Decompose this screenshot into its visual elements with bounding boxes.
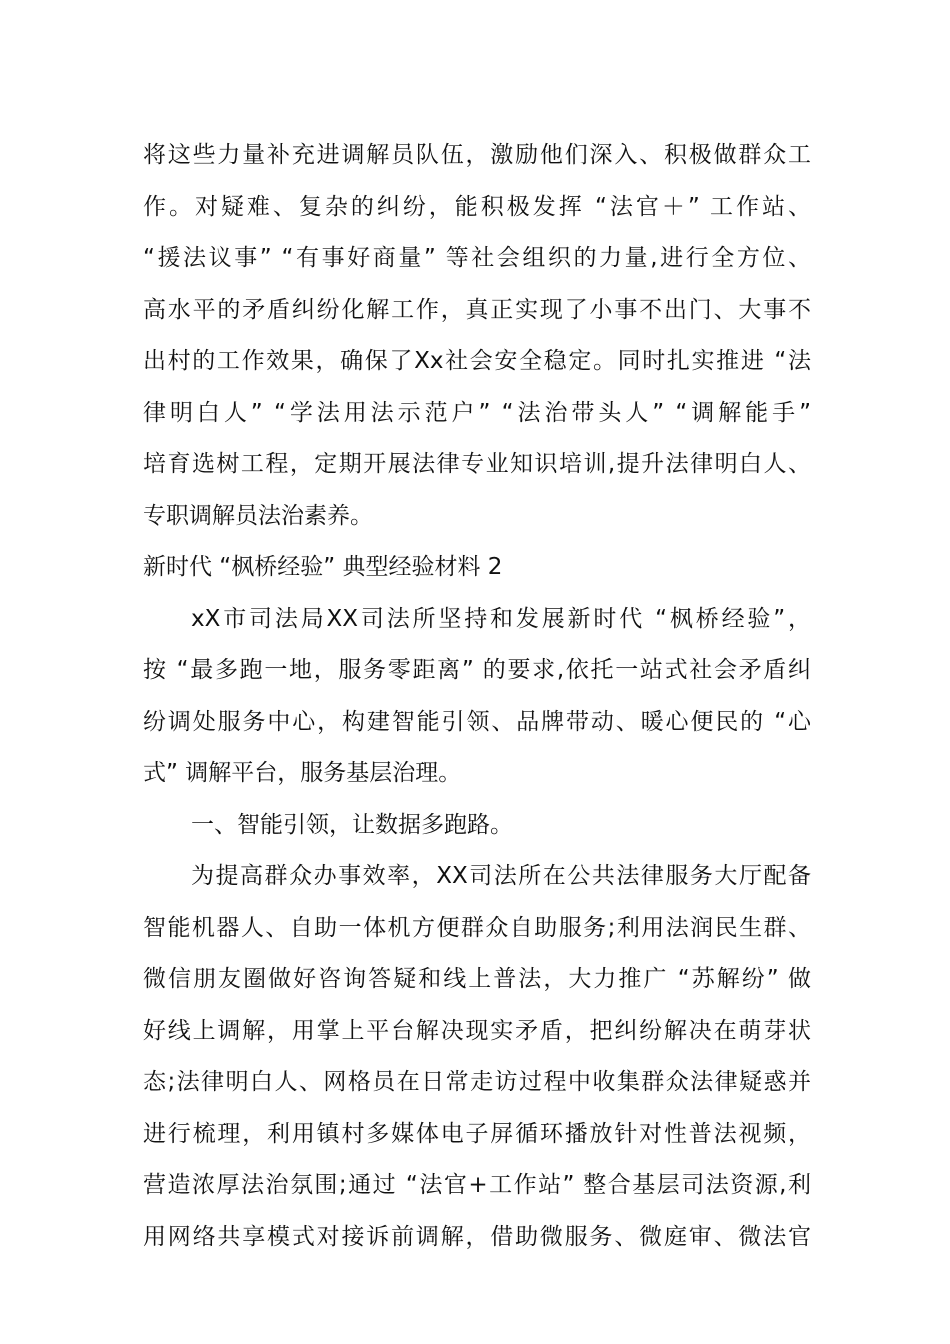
body-line: 为提高群众办事效率，XX司法所在公共法律服务大厅配备 (191, 863, 811, 889)
body-line: 智能机器人、自助一体机方便群众自助服务;利用法润民生群、 (143, 914, 811, 941)
body-line: 培育选树工程，定期开展法律专业知识培训,提升法律明白人、 (143, 451, 811, 477)
body-line: 高水平的矛盾纠纷化解工作，真正实现了小事不出门、大事不 (143, 296, 811, 323)
body-line: 进行梳理，利用镇村多媒体电子屏循环播放针对性普法视频， (143, 1120, 811, 1147)
body-line: 态;法律明白人、网格员在日常走访过程中收集群众法律疑惑并 (143, 1069, 811, 1095)
body-line: 用网络共享模式对接诉前调解，借助微服务、微庭审、微法官 (143, 1223, 811, 1250)
document-body (143, 130, 811, 1263)
body-line: 律明白人” “学法用法示范户” “法治带头人” “调解能手” (143, 399, 811, 426)
subsection-heading: 一、智能引领，让数据多跑路。 (191, 811, 513, 838)
body-line: 出村的工作效果，确保了Xx社会安全稳定。同时扎实推进 “法 (143, 348, 811, 374)
body-line: 纷调处服务中心，构建智能引领、品牌带动、暖心便民的 “心 (143, 708, 811, 735)
body-line: 按 “最多跑一地，服务零距离” 的要求,依托一站式社会矛盾纠 (143, 657, 811, 683)
section-title: 新时代 “枫桥经验” 典型经验材料 2 (143, 554, 503, 580)
body-line: 作。对疑难、复杂的纠纷，能积极发挥 “法官＋” 工作站、 (143, 193, 811, 220)
body-line: xX市司法局XX司法所坚持和发展新时代 “枫桥经验”， (191, 605, 811, 632)
body-line: 好线上调解，用掌上平台解决现实矛盾，把纠纷解决在萌芽状 (143, 1017, 811, 1044)
body-line: 微信朋友圈做好咨询答疑和线上普法，大力推广 “苏解纷” 做 (143, 966, 811, 992)
body-line: 营造浓厚法治氛围;通过 “法官+工作站” 整合基层司法资源,利 (143, 1172, 811, 1198)
body-line: 将这些力量补充进调解员队伍，激励他们深入、积极做群众工 (143, 142, 811, 168)
body-line: 专职调解员法治素养。 (143, 502, 373, 529)
body-line: “援法议事” “有事好商量” 等社会组织的力量,进行全方位、 (143, 245, 811, 271)
body-line: 式” 调解平台，服务基层治理。 (143, 760, 462, 786)
